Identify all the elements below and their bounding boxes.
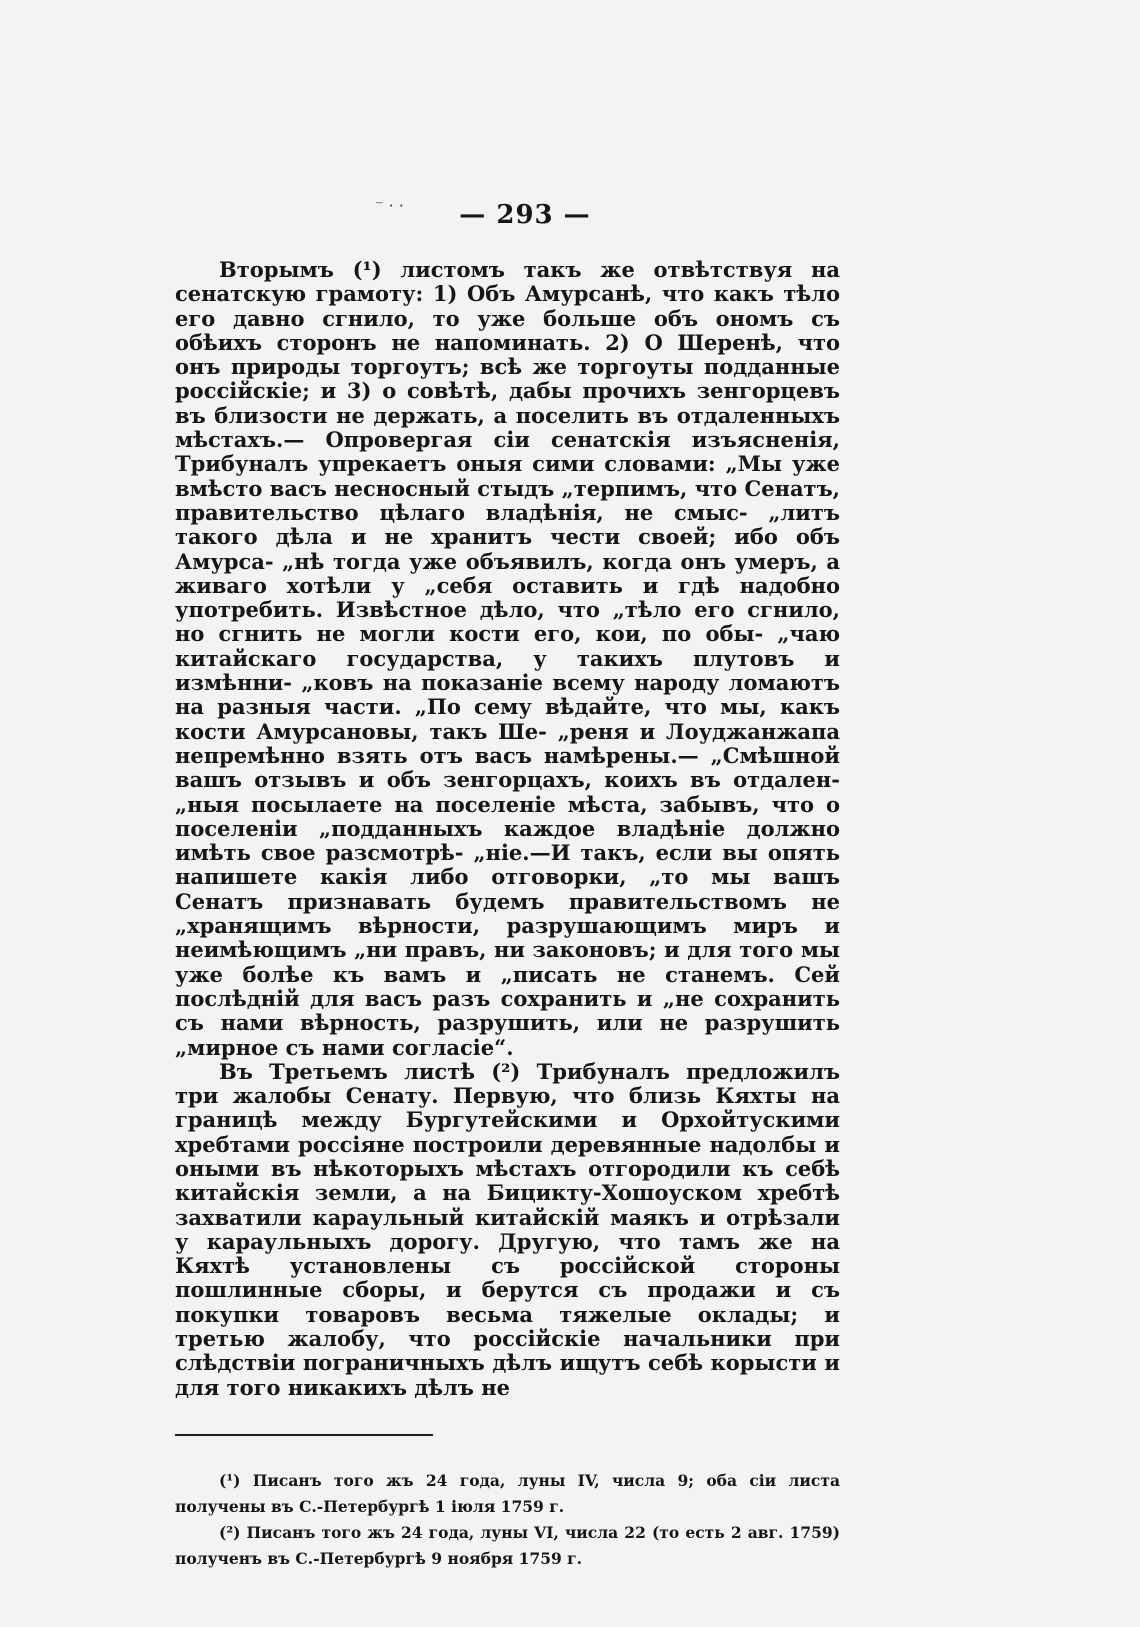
book-page xyxy=(175,196,840,1572)
main-text xyxy=(175,258,840,1400)
paragraph-2: Въ Третьемъ листѣ (²) Трибуналъ предложилъ три жалобы Сенату. Первую, что близь Кяхты на границѣ между Бургутейскими и Орхойтускими хребтами россіяне построили деревянные надолбы и оными въ нѣкоторыхъ мѣстахъ отгородили къ себѣ китайскія земли, а на Бицикту-Хошоуском хребтѣ захватили караульный китайскій маякъ и отрѣзали у караульныхъ дорогу. Другую, что тамъ же на Кяхтѣ установлены съ россійской стороны пошлинные сборы, и берутся съ продажи и съ покупки товаровъ весьма тяжелые оклады; и третью жалобу, что россійскіе начальники при слѣдствіи пограничныхъ дѣлъ ищутъ себѣ корысти и для того никакихъ дѣлъ не xyxy=(175,1058,840,1400)
footnotes xyxy=(175,1468,840,1572)
paragraph-1: Вторымъ (¹) листомъ такъ же отвѣтствуя на сенатскую грамоту: 1) Объ Амурсанѣ, что какъ тѣло его давно сгнило, то уже больше объ ономъ съ обѣихъ сторонъ не напоминать. 2) О Шеренѣ, что онъ природы торгоутъ; всѣ же торгоуты подданные россійскіе; и 3) о совѣтѣ, дабы прочихъ зенгорцевъ въ близости не держать, а поселить въ отдаленныхъ мѣстахъ.— Опровергая сіи сенатскія изъясненія, Трибуналъ упрекаетъ оныя сими словами: „Мы уже вмѣсто васъ несносный стыдъ „терпимъ, что Сенатъ, правительство цѣлаго владѣнія, не смыс- „литъ такого дѣла и не хранитъ чести своей; ибо объ Амурса- „нѣ тогда уже объявилъ, когда онъ умеръ, а живаго хотѣли у „себя оставить и гдѣ надобно употребить. Извѣстное дѣло, что „тѣло его сгнило, но сгнить не могли кости его, кои, по обы- „чаю китайскаго государства, у такихъ плутовъ и измѣнни- „ковъ на показаніе всему народу ломаютъ на разныя части. „По сему вѣдайте, что мы, какъ кости Амурсановы, такъ Ше- „реня и Лоуджанжапа непремѣнно взять отъ васъ намѣрены.— „Смѣшной вашъ отзывъ и объ зенгорцахъ, коихъ въ отдален- „ныя посылаете на поселеніе мѣста, забывъ, что о поселеніи „подданныхъ каждое владѣніе должно имѣть свое разсмотрѣ- „ніе.—И такъ, если вы опять напишете какія либо отговорки, „то мы вашъ Сенатъ признавать будемъ правительствомъ не „хранящимъ вѣрности, разрушающимъ миръ и неимѣющимъ „ни правъ, ни законовъ; и для того мы уже болѣе къ вамъ и „писать не станемъ. Сей послѣдній для васъ разъ сохранить и „не сохранить съ нами вѣрность, разрушить, или не разрушить „мирное съ нами согласіе“. xyxy=(175,257,840,1060)
page-number-header: — 293 — xyxy=(459,200,591,230)
footnote-1: (¹) Писанъ того жъ 24 года, луны IV, числа 9; оба сіи листа получены въ С.-Петербургѣ 1 іюля 1759 г. xyxy=(175,1470,840,1516)
footnote-2: (²) Писанъ того жъ 24 года, луны VI, числа 22 (то есть 2 авг. 1759) полученъ въ С.-Петербургѣ 9 ноября 1759 г. xyxy=(175,1522,840,1568)
print-marks: ⁻ · · xyxy=(375,196,404,215)
footnote-divider xyxy=(175,1434,433,1436)
